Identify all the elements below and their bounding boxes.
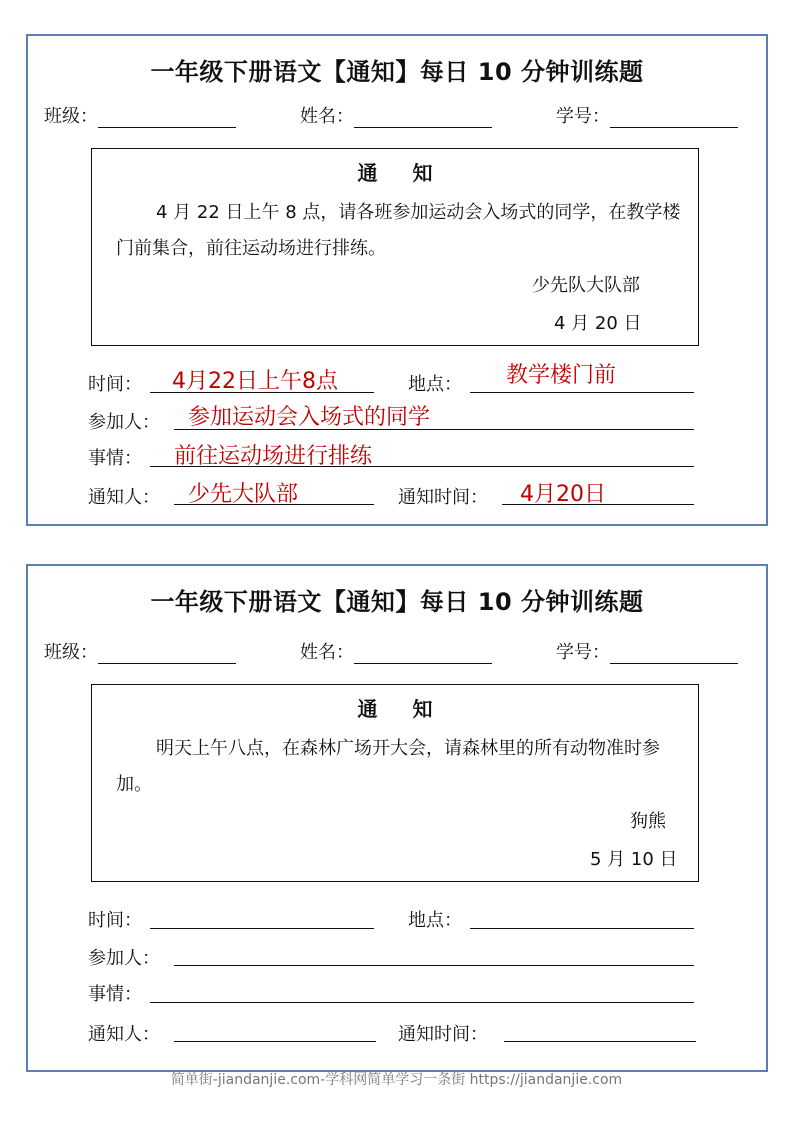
- notice-box: [91, 684, 699, 882]
- participants-label: 参加人：: [88, 412, 160, 433]
- name-field: [300, 638, 492, 664]
- place-answer: 教学楼门前: [506, 363, 617, 388]
- number-label: 学号：: [556, 642, 610, 663]
- notice-time-label: 通知时间：: [398, 1024, 488, 1045]
- name-label: 姓名：: [300, 106, 354, 127]
- matter-blank[interactable]: [150, 1001, 694, 1003]
- name-field: [300, 102, 492, 128]
- notifier-blank[interactable]: [174, 1040, 376, 1042]
- notifier-label: 通知人：: [88, 1024, 160, 1045]
- notice-signer: 狗熊: [630, 811, 666, 832]
- notifier-label: 通知人：: [88, 487, 160, 508]
- notice-time-blank[interactable]: [504, 1040, 696, 1042]
- place-label: 地点：: [408, 910, 462, 931]
- class-blank[interactable]: [98, 645, 236, 664]
- name-blank[interactable]: [354, 109, 492, 128]
- name-blank[interactable]: [354, 645, 492, 664]
- notice-body: 4 月 22 日上午 8 点，请各班参加运动会入场式的同学，在教学楼门前集合，前往运动场进行排练。: [116, 202, 681, 259]
- place-blank[interactable]: [470, 927, 694, 929]
- notice-title: 通 知: [357, 697, 447, 721]
- class-label: 班级：: [44, 642, 98, 663]
- notice-time-answer: 4月20日: [520, 482, 606, 507]
- number-blank[interactable]: [610, 109, 738, 128]
- place-blank[interactable]: [470, 391, 694, 393]
- worksheet-title: 一年级下册语文【通知】每日 10 分钟训练题: [150, 58, 644, 86]
- notice-box: [91, 148, 699, 346]
- number-field: [556, 102, 738, 128]
- class-label: 班级：: [44, 106, 98, 127]
- notice-title: 通 知: [357, 161, 447, 185]
- worksheet-2: [26, 564, 768, 1072]
- notice-signer: 少先队大队部: [532, 275, 640, 296]
- notice-time-label: 通知时间：: [398, 487, 488, 508]
- time-blank[interactable]: [150, 927, 374, 929]
- participants-label: 参加人：: [88, 948, 160, 969]
- number-field: [556, 638, 738, 664]
- notice-date: 4 月 20 日: [554, 313, 642, 334]
- time-label: 时间：: [88, 374, 142, 395]
- class-blank[interactable]: [98, 109, 236, 128]
- worksheet-title: 一年级下册语文【通知】每日 10 分钟训练题: [150, 588, 644, 616]
- name-label: 姓名：: [300, 642, 354, 663]
- number-blank[interactable]: [610, 645, 738, 664]
- worksheet-1: [26, 34, 768, 526]
- matter-label: 事情：: [88, 448, 142, 469]
- participants-answer: 参加运动会入场式的同学: [188, 405, 431, 430]
- time-answer: 4月22日上午8点: [172, 369, 338, 394]
- page-footer: 简单街-jiandanjie.com-学科网简单学习一条街 https://jiandanjie.com: [170, 1072, 623, 1088]
- matter-label: 事情：: [88, 984, 142, 1005]
- notifier-answer: 少先大队部: [188, 482, 299, 507]
- notice-body: 明天上午八点，在森林广场开大会，请森林里的所有动物准时参加。: [116, 738, 660, 795]
- participants-blank[interactable]: [174, 964, 694, 966]
- notice-date: 5 月 10 日: [590, 849, 678, 870]
- class-field: [44, 102, 236, 128]
- matter-answer: 前往运动场进行排练: [174, 444, 373, 469]
- class-field: [44, 638, 236, 664]
- time-label: 时间：: [88, 910, 142, 931]
- number-label: 学号：: [556, 106, 610, 127]
- place-label: 地点：: [408, 374, 462, 395]
